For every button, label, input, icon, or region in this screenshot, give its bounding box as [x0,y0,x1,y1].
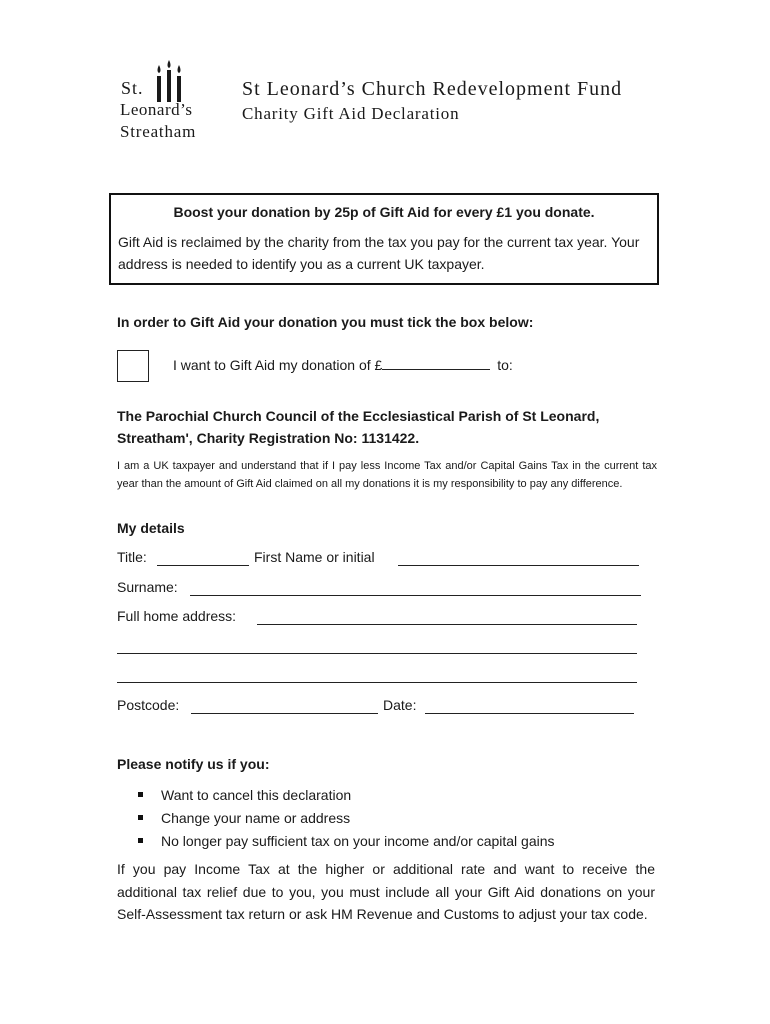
church-logo [118,60,228,142]
surname-field[interactable] [190,580,641,596]
my-details-heading: My details [117,520,185,536]
charity-name: The Parochial Church Council of the Ecclesiastical Parish of St Leonard, Streatham', Charity Registration No: 1131422. [117,408,600,446]
donation-amount-field[interactable] [382,355,490,370]
first-name-field[interactable] [398,550,639,566]
notify-list [138,784,555,853]
page-subtitle: Charity Gift Aid Declaration [242,104,460,123]
bullet-icon [138,792,143,797]
title-label: Title: [117,549,147,565]
date-field[interactable] [425,698,634,714]
list-item [138,784,555,807]
gift-aid-checkbox[interactable] [117,350,149,382]
address-label: Full home address: [117,608,237,624]
tick-instruction: In order to Gift Aid your donation you must tick the box below: [117,314,534,330]
gift-aid-statement [173,355,513,373]
address-field-line-2[interactable] [117,638,637,654]
gift-aid-prefix: I want to Gift Aid my donation of £ [173,357,383,373]
bullet-icon [138,815,143,820]
list-item-text: Change your name or address [161,810,351,826]
list-item-text: No longer pay sufficient tax on your income and/or capital gains [161,833,555,849]
info-box-body: Gift Aid is reclaimed by the charity from the tax you pay for the current tax year. Your address is needed to identify you as a current UK taxpayer. [118,234,640,272]
list-item [138,807,555,830]
list-item [138,830,555,853]
first-name-label: First Name or initial [254,549,375,565]
taxpayer-declaration: I am a UK taxpayer and understand that if I pay less Income Tax and/or Capital Gains Tax in the current tax year than the amount of Gift Aid claimed on all my donations it is my responsibility to pay any difference. [117,460,657,490]
address-field-line-1[interactable] [257,609,637,625]
surname-label: Surname: [117,579,178,595]
postcode-label: Postcode: [117,697,180,713]
date-label: Date: [383,697,417,713]
info-box-heading: Boost your donation by 25p of Gift Aid for every £1 you donate. [173,204,595,220]
postcode-field[interactable] [191,698,378,714]
page-title: St Leonard’s Church Redevelopment Fund [242,78,623,100]
notify-heading: Please notify us if you: [117,756,270,772]
gift-aid-info-box [109,193,659,285]
address-field-line-3[interactable] [117,667,637,683]
title-field[interactable] [157,550,249,566]
bullet-icon [138,838,143,843]
higher-rate-note: If you pay Income Tax at the higher or additional rate and want to receive the additional tax relief due to you, you must include all your Gift Aid donations on your Self-Assessment tax return or ask HM Revenue and Customs to adjust your tax code. [117,861,655,922]
gift-aid-suffix: to: [497,357,513,373]
logo-line-2: Leonard’s [120,100,193,119]
logo-line-1: St. [121,78,144,98]
list-item-text: Want to cancel this declaration [161,787,352,803]
logo-line-3: Streatham [120,122,197,141]
candles-icon [154,60,184,102]
